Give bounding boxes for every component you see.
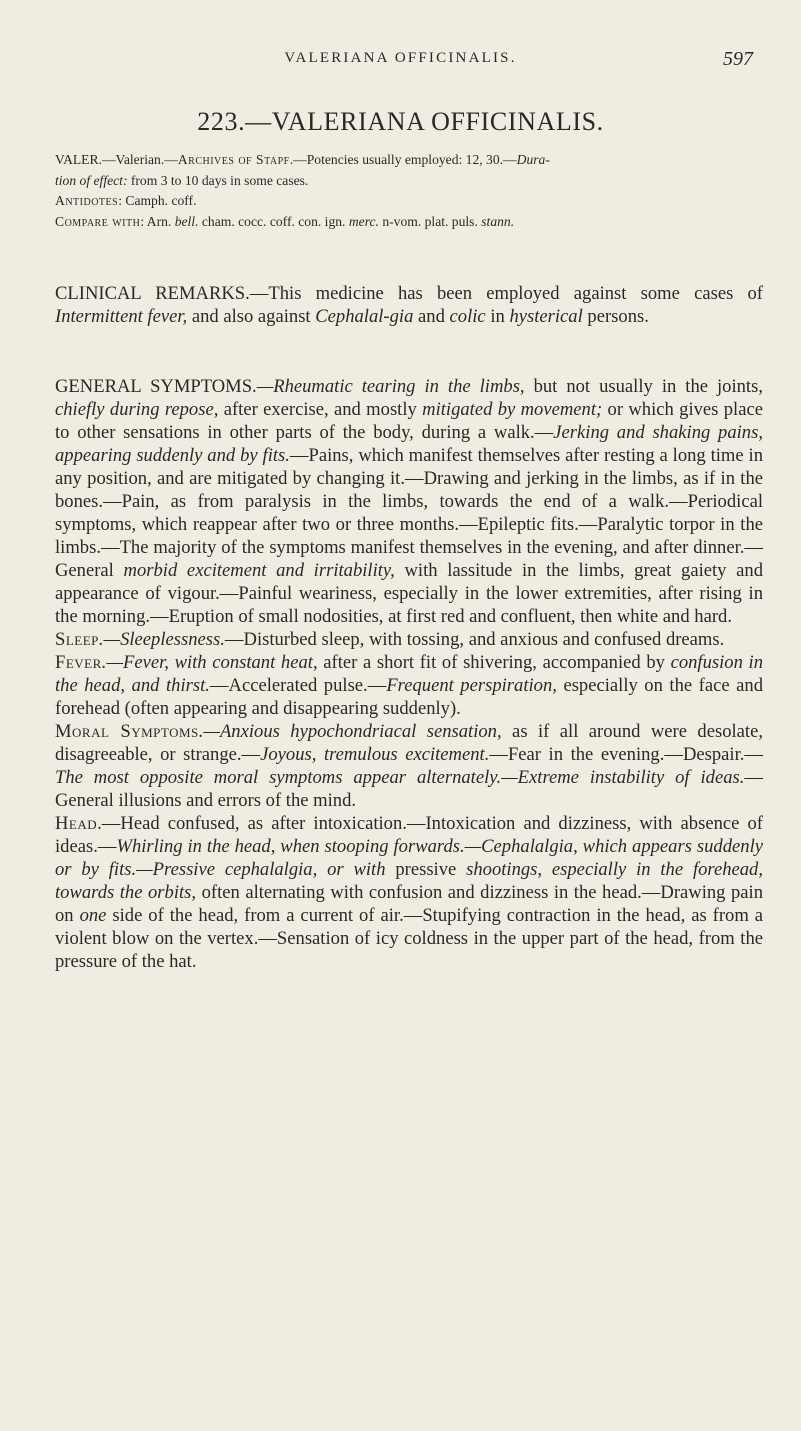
meta-potencies-line: VALER.—Valerian.—Archives of Stapf.—Potencies usually employed: 12, 30.—Dura- (55, 152, 550, 167)
meta-antidotes-line: Antidotes: Camph. coff. (55, 193, 197, 208)
meta-compare-line: Compare with: Arn. bell. cham. cocc. coff. con. ign. merc. n-vom. plat. puls. stann. (55, 213, 515, 229)
fever-paragraph: Fever.—Fever, with constant heat, after a short fit of shivering, accompanied by confusion in the head, and thirst.—Accelerated pulse.—Frequent perspiration, especially on the face and forehead (often appearing and disappearing suddenly). (55, 652, 764, 719)
meta-duration-line: tion of effect: from 3 to 10 days in some cases. (55, 172, 309, 188)
head-paragraph: Head.—Head confused, as after intoxication.—Intoxication and dizziness, with absence of ideas.—Whirling in the head, when stooping forwards.—Cephalalgia, which appears suddenly or by fits.—Pressive cephalalgia, or with pressive shootings, especially in the forehead, towards the orbits, often alternating with confusion and dizziness in the head.—Drawing pain on one side of the head, from a current of air.—Stupifying contraction in the head, as from a violent blow on the vertex.—Sensation of icy coldness in the upper part of the head, from the pressure of the hat. (55, 813, 763, 972)
general-heading: GENERAL SYMPTOMS. (55, 376, 257, 397)
running-head-text: VALERIANA OFFICINALIS. (284, 50, 517, 66)
page-number: 597 (723, 48, 753, 70)
sleep-paragraph: Sleep.—Sleeplessness.—Disturbed sleep, with tossing, and anxious and confused dreams. (55, 629, 725, 650)
running-head (0, 50, 801, 67)
remedy-meta (55, 150, 765, 232)
fever-label: Fever (55, 652, 102, 673)
sleep-label: Sleep (55, 629, 99, 650)
general-symptoms-paragraph: GENERAL SYMPTOMS.—Rheumatic tearing in the limbs, but not usually in the joints, chiefly during repose, after exercise, and mostly mitigated by movement; or which gives place to other sensations in other parts of the body, during a walk.—Jerking and shaking pains, appearing suddenly and by fits.—Pains, which manifest themselves after resting a long time in any position, and are mitigated by changing it.—Drawing and jerking in the limbs, as if in the bones.—Pain, as from paralysis in the limbs, towards the end of a walk.—Periodical symptoms, which reappear after two or three months.—Epileptic fits.—Paralytic torpor in the limbs.—The majority of the symptoms manifest themselves in the evening, and after dinner.—General morbid excitement and irritability, with lassitude in the limbs, great gaiety and appearance of vigour.—Painful weariness, especially in the lower extremities, after rising in the morning.—Eruption of small nodosities, at first red and confluent, then white and hard. (55, 376, 763, 627)
moral-label: Moral Symptoms (55, 721, 199, 742)
head-label: Head (55, 813, 98, 834)
article-title: 223.—VALERIANA OFFICINALIS. (197, 107, 604, 136)
moral-symptoms-paragraph: Moral Symptoms.—Anxious hypochondriacal sensation, as if all around were desolate, disagreeable, or strange.—Joyous, tremulous excitement.—Fear in the evening.—Despair.—The most opposite moral symptoms appear alternately.—Extreme instability of ideas.—General illusions and errors of the mind. (55, 721, 763, 811)
clinical-heading: CLINICAL REMARKS. (55, 283, 250, 304)
symptoms-section (55, 375, 763, 973)
clinical-remarks: CLINICAL REMARKS.—This medicine has been employed against some cases of Intermittent fever, and also against Cephalal-gia and colic in hysterical persons. (55, 283, 763, 327)
